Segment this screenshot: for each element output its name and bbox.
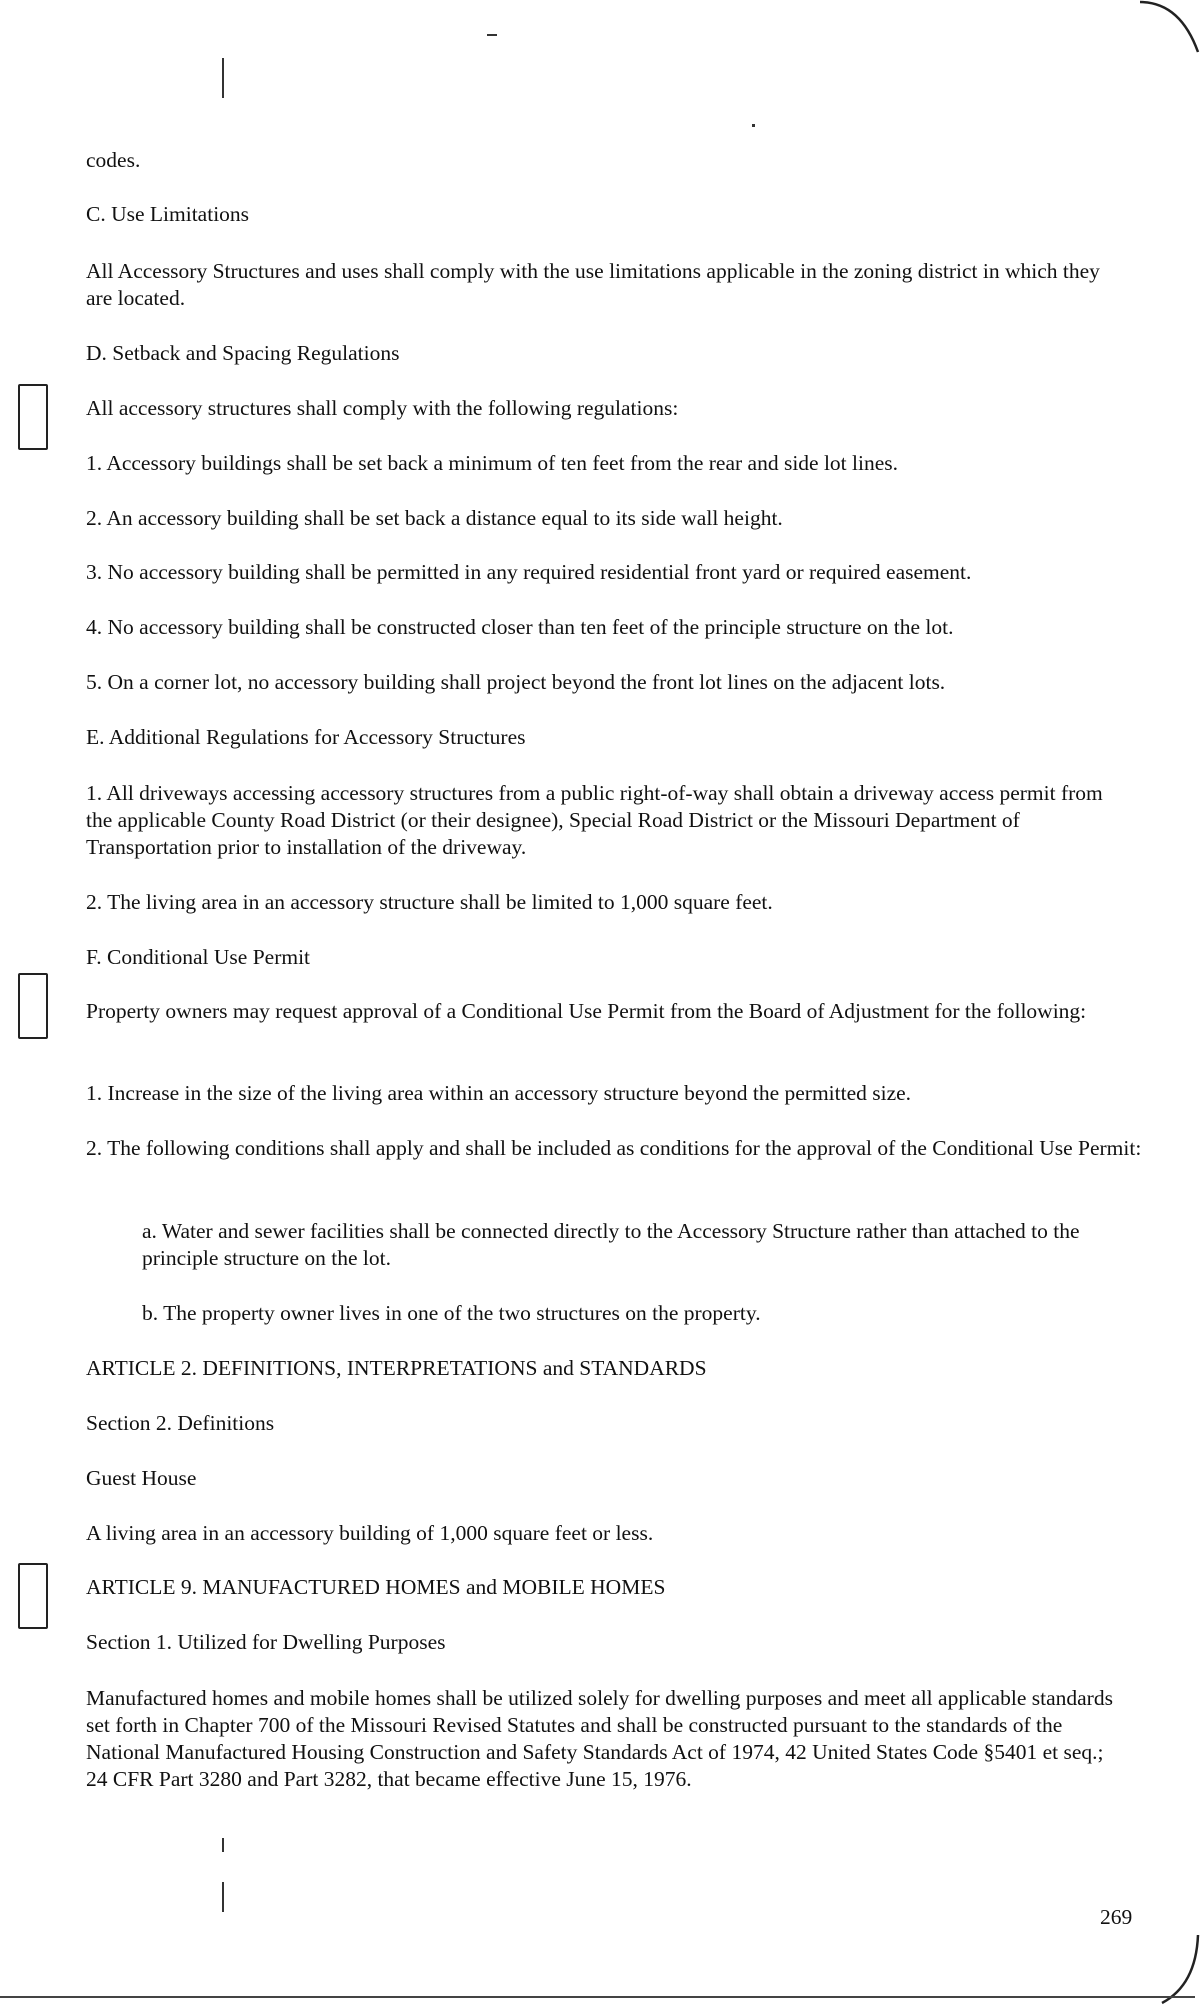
scan-mark xyxy=(222,1882,224,1912)
scan-mark xyxy=(222,58,224,98)
page-number: 269 xyxy=(1100,1905,1133,1929)
list-item: 4. No accessory building shall be constructed closer than ten feet of the principle structure on the lot. xyxy=(86,615,954,639)
sub-list-item: a. Water and sewer facilities shall be connected directly to the Accessory Structure rather than attached to the principle structure on the lot. xyxy=(142,1219,1080,1270)
list-item: 2. The living area in an accessory structure shall be limited to 1,000 square feet. xyxy=(86,890,773,914)
section-heading: Section 2. Definitions xyxy=(86,1411,275,1435)
binder-hole xyxy=(18,973,48,1039)
page-edge-curve xyxy=(1140,0,1200,60)
article-heading: ARTICLE 2. DEFINITIONS, INTERPRETATIONS and STANDARDS xyxy=(86,1356,707,1380)
sub-list-item: b. The property owner lives in one of the two structures on the property. xyxy=(142,1301,761,1325)
paragraph: All Accessory Structures and uses shall comply with the use limitations applicable in the zoning district in which they are located. xyxy=(86,259,1100,310)
paragraph: Property owners may request approval of a Conditional Use Permit from the Board of Adjustment for the following: xyxy=(86,999,1087,1023)
list-item: 1. All driveways accessing accessory structures from a public right-of-way shall obtain a driveway access permit from the applicable County Road District (or their designee), Special Road District or the Missouri Department of Transportation prior to installation of the driveway. xyxy=(86,781,1103,859)
list-item: 2. The following conditions shall apply and shall be included as conditions for the approval of the Conditional Use Permit: xyxy=(86,1136,1142,1160)
list-item: 5. On a corner lot, no accessory building shall project beyond the front lot lines on the adjacent lots. xyxy=(86,670,946,694)
list-item: 3. No accessory building shall be permitted in any required residential front yard or required easement. xyxy=(86,560,972,584)
section-heading: E. Additional Regulations for Accessory Structures xyxy=(86,725,526,749)
list-item: 1. Accessory buildings shall be set back a minimum of ten feet from the rear and side lot lines. xyxy=(86,451,899,475)
binder-hole xyxy=(18,384,48,450)
binder-hole xyxy=(18,1563,48,1629)
scan-mark xyxy=(222,1838,224,1852)
scan-mark xyxy=(752,124,755,127)
definition-text: A living area in an accessory building of 1,000 square feet or less. xyxy=(86,1521,654,1545)
article-heading: ARTICLE 9. MANUFACTURED HOMES and MOBILE HOMES xyxy=(86,1575,666,1599)
paragraph: Manufactured homes and mobile homes shall be utilized solely for dwelling purposes and meet all applicable standards set forth in Chapter 700 of the Missouri Revised Statutes and shall be constructed pursuant to the standards of the National Manufactured Housing Construction and Safety Standards Act of 1974, 42 United States Code §5401 et seq.; 24 CFR Part 3280 and Part 3282, that became effective June 15, 1976. xyxy=(86,1686,1113,1791)
section-heading: C. Use Limitations xyxy=(86,202,250,226)
continued-text: codes. xyxy=(86,148,141,172)
section-heading: F. Conditional Use Permit xyxy=(86,945,311,969)
definition-term: Guest House xyxy=(86,1466,197,1490)
section-heading: Section 1. Utilized for Dwelling Purposes xyxy=(86,1630,446,1654)
list-item: 1. Increase in the size of the living area within an accessory structure beyond the permitted size. xyxy=(86,1081,912,1105)
paragraph: All accessory structures shall comply with the following regulations: xyxy=(86,396,679,420)
page-edge-curve xyxy=(1160,1935,1200,2005)
page-bottom-edge xyxy=(0,1996,1195,1998)
list-item: 2. An accessory building shall be set back a distance equal to its side wall height. xyxy=(86,506,783,530)
section-heading: D. Setback and Spacing Regulations xyxy=(86,341,400,365)
scan-mark xyxy=(487,34,497,36)
